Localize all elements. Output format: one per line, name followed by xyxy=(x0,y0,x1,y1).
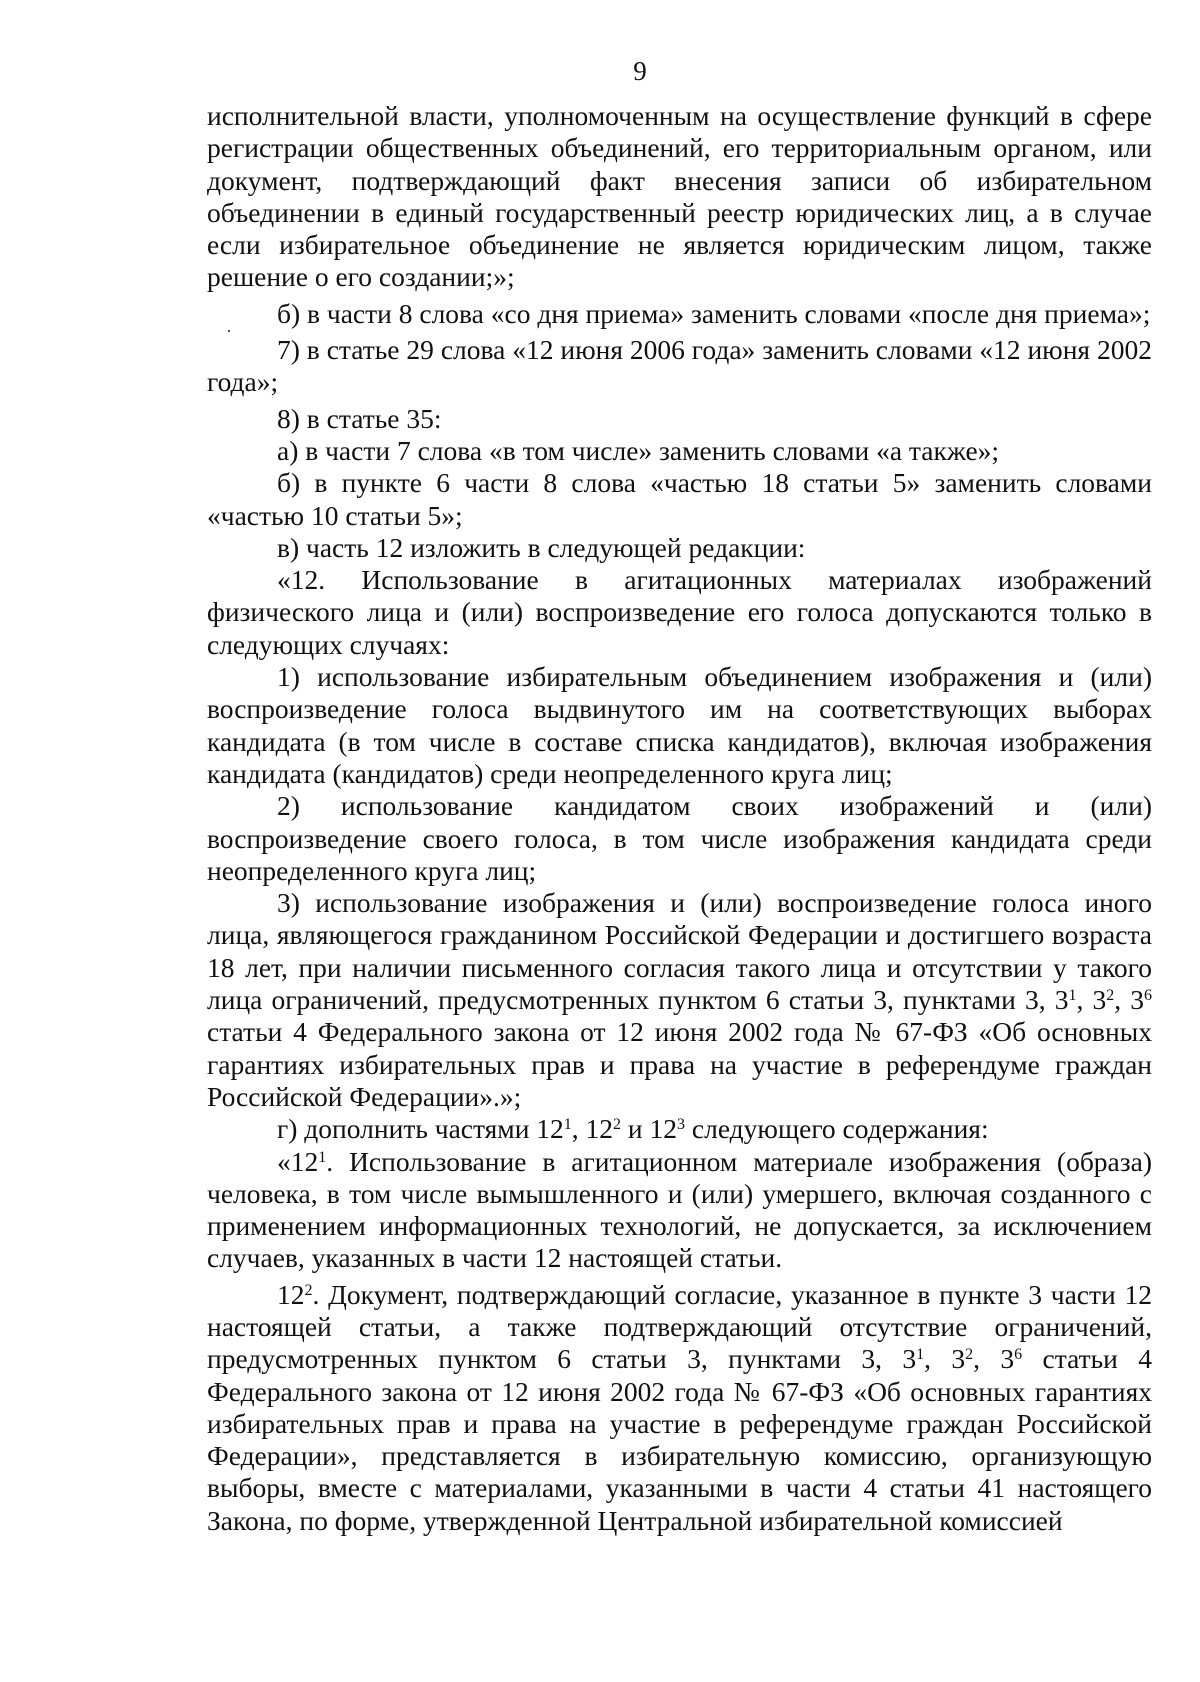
superscript: 2 xyxy=(304,1281,313,1299)
paragraph-item-v-part-12: в) часть 12 изложить в следующей редакции: xyxy=(277,531,806,563)
paragraph-case-2: 2) использование кандидатом своих изображений и (или) воспроизведение своего голоса, в том числе изображения кандидата среди неопределенного круга лиц; xyxy=(207,790,1152,886)
text-run: , 3 xyxy=(973,1343,1015,1375)
superscript: 2 xyxy=(1106,987,1115,1005)
text-run: 12 xyxy=(277,1278,305,1310)
text-run: . Использование в агитационном материале изображения (образа) человека, в том числе вымышленного и (или) умершего, включая созданного с применением информационных технологий, не допускается, за исключением случаев, указанных в части 12 настоящей статьи. xyxy=(207,1145,1152,1274)
superscript: 1 xyxy=(563,1116,572,1134)
superscript: 6 xyxy=(1144,987,1153,1005)
paragraph-case-1: 1) использование избирательным объединением изображения и (или) воспроизведение голоса выдвинутого им на соответствующих выборах кандидата (в том числе в составе списка кандидатов), включая изображения кандидата (кандидатов) среди неопределенного круга лиц; xyxy=(207,661,1152,789)
text-run: , 3 xyxy=(924,1343,966,1375)
text-run: и 12 xyxy=(621,1113,678,1145)
text-run: «12 xyxy=(277,1145,319,1177)
paragraph-continuation: исполнительной власти, уполномоченным на осуществление функций в сфере регистрации общественных объединений, его территориальным органом, или документ, подтверждающий факт внесения записи об избирательном объединении в единый государственный реестр юридических лиц, а в случае если избирательное объединение не является юридическим лицом, также решение о его создании;»; xyxy=(207,100,1152,293)
paragraph-part-12-text: «12. Использование в агитационных материалах изображений физического лица и (или) воспроизведение его голоса допускаются только в следующих случаях: xyxy=(207,564,1152,660)
superscript: 1 xyxy=(318,1148,327,1166)
paragraph-item-7-article-29: 7) в статье 29 слова «12 июня 2006 года» заменить словами «12 июня 2002 года»; xyxy=(207,334,1152,398)
superscript: 1 xyxy=(916,1346,925,1364)
paragraph-item-b-point-6: б) в пункте 6 части 8 слова «частью 18 статьи 5» заменить словами «частью 10 статьи 5»; xyxy=(207,467,1152,531)
text-run: следующего содержания: xyxy=(685,1113,989,1145)
paragraph-part-12-2 xyxy=(207,1279,1152,1537)
text-run: статьи 4 Федерального закона от 12 июня 2002 года № 67-ФЗ «Об основных гарантиях избирательных прав и права на участие в референдуме граждан Российской Федерации», представляется в избирательную комиссию, организующую выборы, вместе с материалами, указанными в части 4 статьи 41 настоящего Закона, по форме, утвержденной Центральной избирательной комиссией xyxy=(207,1343,1152,1536)
text-run: , 12 xyxy=(571,1113,614,1145)
paragraph-case-3 xyxy=(207,887,1152,1113)
superscript: 6 xyxy=(1014,1346,1023,1364)
superscript: 2 xyxy=(965,1346,974,1364)
page-number: 9 xyxy=(633,56,647,86)
text-run: 3) использование изображения и (или) воспроизведение голоса иного лица, являющегося гражданином Российской Федерации и достигшего возраста 18 лет, при наличии письменного согласия такого лица и отсутствии у такого лица ограничений, предусмотренных пунктом 6 статьи 3, пунктами 3, 3 xyxy=(207,887,1152,1016)
paragraph-part-12-1 xyxy=(207,1146,1152,1275)
paragraph-item-b-part-8: б) в части 8 слова «со дня приема» заменить словами «после дня приема»; xyxy=(277,297,1151,329)
text-run: . Документ, подтверждающий согласие, указанное в пункте 3 части 12 настоящей статьи, а также подтверждающий отсутствие ограничений, предусмотренных пунктом 6 статьи 3, пунктами 3, 3 xyxy=(207,1278,1152,1375)
text-run: статьи 4 Федерального закона от 12 июня 2002 года № 67-ФЗ «Об основных гарантиях избирательных прав и права на участие в референдуме граждан Российской Федерации».»; xyxy=(207,1016,1152,1112)
document-body xyxy=(207,100,1152,1537)
paragraph-item-g-add-parts xyxy=(207,1113,1152,1145)
text-run: , 3 xyxy=(1076,984,1107,1016)
paragraph-item-8-article-35: 8) в статье 35: xyxy=(277,402,442,434)
superscript: 3 xyxy=(677,1116,686,1134)
text-run: , 3 xyxy=(1114,984,1145,1016)
superscript: 1 xyxy=(1068,987,1077,1005)
text-run: г) дополнить частями 12 xyxy=(277,1113,564,1145)
superscript: 2 xyxy=(613,1116,622,1134)
paragraph-item-a-part-7: а) в части 7 слова «в том числе» заменить словами «а также»; xyxy=(277,434,1000,466)
